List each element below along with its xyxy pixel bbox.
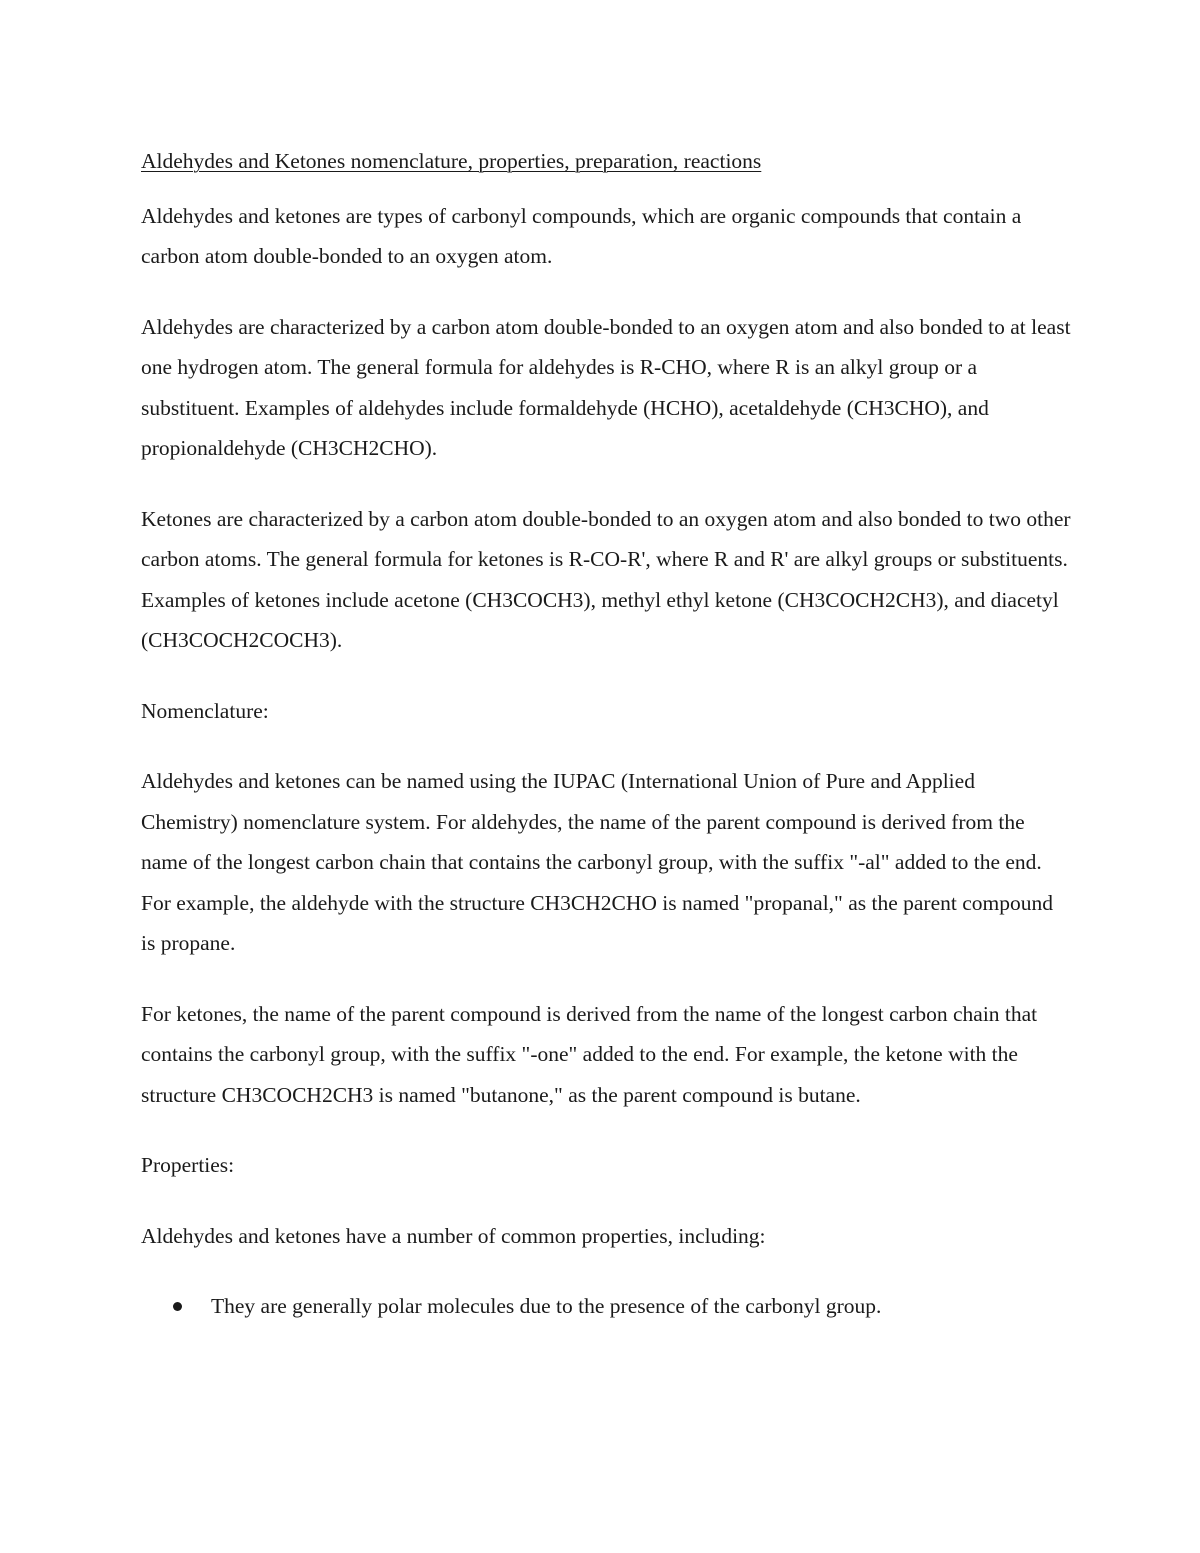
list-item-text: They are generally polar molecules due to the presence of the carbonyl group. xyxy=(211,1294,882,1318)
list-item xyxy=(141,1286,1071,1327)
properties-heading: Properties: xyxy=(141,1153,235,1177)
bullet-icon xyxy=(173,1302,182,1311)
properties-list xyxy=(141,1286,1071,1327)
nomenclature-ketones-paragraph: For ketones, the name of the parent compound is derived from the name of the longest carbon chain that contains the carbonyl group, with the suffix "-one" added to the end. For example, the ketone with the structure CH3COCH2CH3 is named "butanone," as the parent compound is butane. xyxy=(141,1001,1038,1107)
ketones-paragraph: Ketones are characterized by a carbon atom double-bonded to an oxygen atom and also bonded to two other carbon atoms. The general formula for ketones is R-CO-R', where R and R' are alkyl groups or substituents. Examples of ketones include acetone (CH3COCH3), methyl ethyl ketone (CH3COCH2CH3), and diacetyl (CH3COCH2COCH3). xyxy=(141,506,1071,652)
document-body xyxy=(141,141,1071,1327)
document-title: Aldehydes and Ketones nomenclature, properties, preparation, reactions xyxy=(141,149,762,173)
intro-paragraph: Aldehydes and ketones are types of carbonyl compounds, which are organic compounds that contain a carbon atom double-bonded to an oxygen atom. xyxy=(141,203,1022,268)
aldehydes-paragraph: Aldehydes are characterized by a carbon atom double-bonded to an oxygen atom and also bonded to at least one hydrogen atom. The general formula for aldehydes is R-CHO, where R is an alkyl group or a substituent. Examples of aldehydes include formaldehyde (HCHO), acetaldehyde (CH3CHO), and propionaldehyde (CH3CH2CHO). xyxy=(141,314,1071,460)
nomenclature-heading: Nomenclature: xyxy=(141,698,269,723)
nomenclature-aldehydes-paragraph: Aldehydes and ketones can be named using the IUPAC (International Union of Pure and Applied Chemistry) nomenclature system. For aldehydes, the name of the parent compound is derived from the name of the longest carbon chain that contains the carbonyl group, with the suffix "-al" added to the end. For example, the aldehyde with the structure CH3CH2CHO is named "propanal," as the parent compound is propane. xyxy=(141,769,1053,955)
properties-intro-paragraph: Aldehydes and ketones have a number of common properties, including: xyxy=(141,1223,766,1248)
